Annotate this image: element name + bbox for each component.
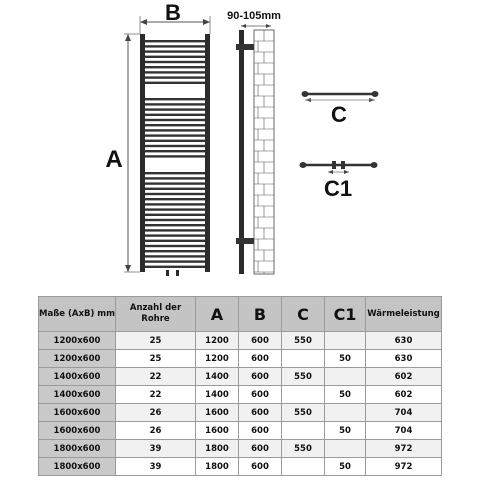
radiator-rung: [145, 82, 205, 84]
table-cell: 1200: [196, 332, 239, 350]
radiator-rung: [145, 134, 205, 136]
radiator-rung: [145, 214, 205, 216]
table-cell: 50: [325, 350, 366, 368]
table-cell: [325, 332, 366, 350]
table-cell: 25: [116, 332, 196, 350]
radiator-rung: [145, 234, 205, 236]
table-cell: 972: [366, 440, 442, 458]
table-cell: [325, 440, 366, 458]
table-cell: 1400: [196, 386, 239, 404]
table-cell: 972: [366, 458, 442, 476]
table-cell: 22: [116, 368, 196, 386]
table-cell: 26: [116, 404, 196, 422]
bracket-c: [302, 91, 379, 127]
header-dimensions: Maße (AxB) mm: [39, 297, 116, 332]
table-cell: 1400x600: [39, 386, 116, 404]
header-a: A: [196, 297, 239, 332]
table-row: [39, 404, 442, 422]
table-cell: 704: [366, 422, 442, 440]
table-cell: 600: [239, 386, 282, 404]
radiator-rung: [145, 245, 205, 247]
table-cell: 50: [325, 386, 366, 404]
table-row: [39, 386, 442, 404]
dimension-a: [105, 34, 140, 272]
dimension-b: [140, 0, 210, 34]
radiator-rung: [145, 172, 205, 174]
radiator-rung: [145, 150, 205, 152]
radiator-rung: [145, 240, 205, 242]
table-cell: [282, 350, 325, 368]
header-c1: C1: [325, 297, 366, 332]
radiator-rung: [145, 266, 205, 268]
radiator-rung: [145, 255, 205, 257]
table-cell: 600: [239, 332, 282, 350]
radiator-rung: [145, 229, 205, 231]
radiator-rung: [145, 124, 205, 126]
table-cell: 550: [282, 404, 325, 422]
brick-wall: [254, 30, 274, 274]
table-cell: 1600x600: [39, 422, 116, 440]
label-wall-distance: 90-105mm: [227, 10, 281, 22]
table-row: [39, 368, 442, 386]
radiator-rung: [145, 40, 205, 42]
label-c1: C1: [323, 176, 353, 201]
specification-table: [38, 296, 442, 476]
radiator-rung: [145, 145, 205, 147]
radiator-rung: [145, 182, 205, 184]
radiator-rung: [145, 203, 205, 205]
table-cell: 50: [325, 458, 366, 476]
label-a: A: [105, 146, 123, 173]
label-b: B: [165, 0, 181, 25]
table-cell: 1400: [196, 368, 239, 386]
table-cell: 600: [239, 404, 282, 422]
table-cell: 25: [116, 350, 196, 368]
dimension-wall-distance: [241, 24, 271, 28]
table-cell: 1200x600: [39, 332, 116, 350]
radiator-rung: [145, 224, 205, 226]
table-cell: 550: [282, 332, 325, 350]
radiator-rung: [145, 76, 205, 78]
radiator-rungs: [145, 40, 205, 268]
table-cell: 600: [239, 350, 282, 368]
radiator-rung: [145, 140, 205, 142]
radiator-rung: [145, 103, 205, 105]
label-c: C: [331, 102, 347, 127]
table-cell: 26: [116, 422, 196, 440]
radiator-rung: [145, 98, 205, 100]
table-body: [39, 332, 442, 476]
table-cell: [282, 386, 325, 404]
radiator-rung: [145, 71, 205, 73]
radiator-rung: [145, 45, 205, 47]
radiator-rung: [145, 250, 205, 252]
table-cell: 550: [282, 368, 325, 386]
radiator-rung: [145, 198, 205, 200]
radiator-rung: [145, 56, 205, 58]
radiator-rung: [145, 208, 205, 210]
header-c: C: [282, 297, 325, 332]
table-cell: 602: [366, 368, 442, 386]
table-cell: 50: [325, 422, 366, 440]
radiator-rung: [145, 66, 205, 68]
radiator-rung: [145, 219, 205, 221]
table-cell: 1800x600: [39, 440, 116, 458]
table-cell: [282, 458, 325, 476]
radiator-rung: [145, 119, 205, 121]
bracket-c1: [300, 161, 378, 201]
table-cell: 1800: [196, 440, 239, 458]
table-cell: 600: [239, 458, 282, 476]
table-row: [39, 458, 442, 476]
table-row: [39, 422, 442, 440]
radiator-rung: [145, 50, 205, 52]
table-cell: 1600x600: [39, 404, 116, 422]
radiator-rung: [145, 155, 205, 157]
table-cell: 1400x600: [39, 368, 116, 386]
radiator-rung: [145, 193, 205, 195]
table-row: [39, 332, 442, 350]
table-cell: 1800x600: [39, 458, 116, 476]
table-cell: 1600: [196, 404, 239, 422]
radiator-rung: [145, 188, 205, 190]
table-cell: [325, 404, 366, 422]
table-cell: 704: [366, 404, 442, 422]
radiator-rung: [145, 260, 205, 262]
table-cell: [325, 368, 366, 386]
table-cell: 39: [116, 458, 196, 476]
radiator-front-view: [140, 34, 210, 276]
table-cell: 1200: [196, 350, 239, 368]
table-cell: 1600: [196, 422, 239, 440]
table-cell: 1200x600: [39, 350, 116, 368]
table-cell: 602: [366, 386, 442, 404]
table-cell: 600: [239, 422, 282, 440]
header-tube-count: Anzahl der Rohre: [116, 297, 196, 332]
table-cell: 550: [282, 440, 325, 458]
table-cell: 22: [116, 386, 196, 404]
radiator-rung: [145, 114, 205, 116]
table-cell: [282, 422, 325, 440]
table-header-row: [39, 297, 442, 332]
table-cell: 600: [239, 440, 282, 458]
header-heat-output: Wärmeleistung: [366, 297, 442, 332]
table-cell: 600: [239, 368, 282, 386]
radiator-rung: [145, 108, 205, 110]
table-cell: 630: [366, 350, 442, 368]
radiator-rung: [145, 61, 205, 63]
table-cell: 39: [116, 440, 196, 458]
radiator-rung: [145, 129, 205, 131]
header-b: B: [239, 297, 282, 332]
table-row: [39, 440, 442, 458]
table-cell: 630: [366, 332, 442, 350]
table-cell: 1800: [196, 458, 239, 476]
table-row: [39, 350, 442, 368]
radiator-rung: [145, 177, 205, 179]
radiator-side-view: [236, 30, 254, 274]
